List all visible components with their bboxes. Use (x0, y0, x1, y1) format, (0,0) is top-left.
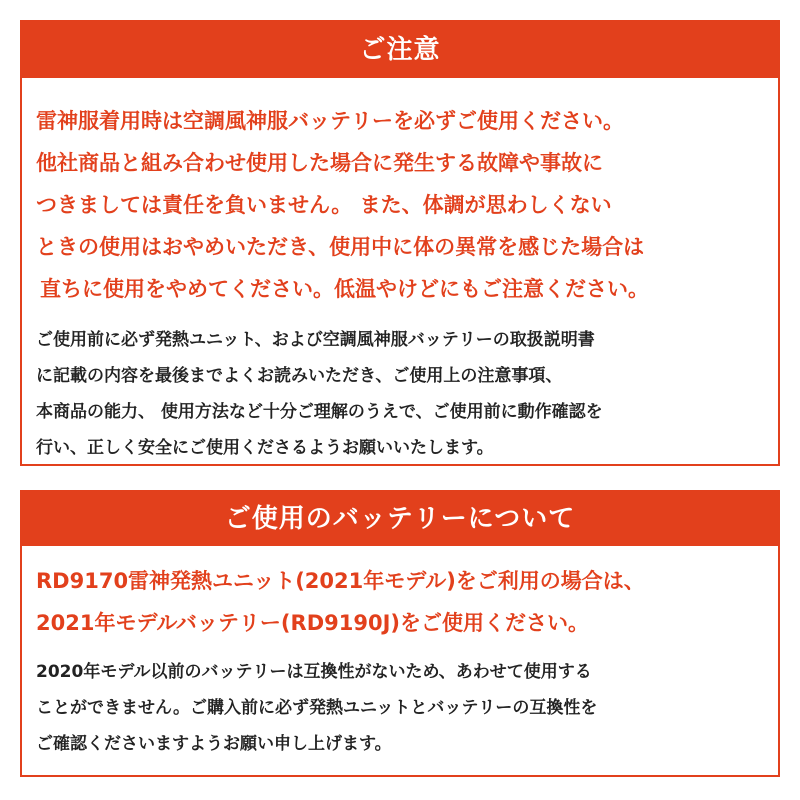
caution-body-line: に記載の内容を最後までよくお読みいただき、ご使用上の注意事項、 (36, 366, 563, 386)
caution-header: ご注意 (22, 22, 778, 78)
battery-panel (20, 490, 780, 777)
battery-body-line: ご確認くださいますようお願い申し上げます。 (36, 734, 392, 754)
caution-body-line: 行い、正しく安全にご使用くださるようお願いいたします。 (36, 438, 494, 458)
caution-warning-line: ときの使用はおやめいただき、使用中に体の異常を感じた場合は (36, 235, 645, 259)
caution-warning (22, 78, 778, 310)
battery-header: ご使用のバッテリーについて (22, 492, 778, 546)
battery-body-line: ことができません。ご購入前に必ず発熱ユニットとバッテリーの互換性を (36, 698, 598, 718)
caution-body-line: ご使用前に必ず発熱ユニット、および空調風神服バッテリーの取扱説明書 (36, 330, 595, 350)
battery-body-line: 2020年モデル以前のバッテリーは互換性がないため、あわせて使用する (36, 662, 592, 682)
battery-warning (22, 546, 778, 644)
caution-body (22, 310, 778, 466)
caution-warning-line: 雷神服着用時は空調風神服バッテリーを必ずご使用ください。 (36, 109, 624, 133)
caution-body-line: 本商品の能力、 使用方法など十分ご理解のうえで、ご使用前に動作確認を (36, 402, 603, 422)
caution-warning-line: 他社商品と組み合わせ使用した場合に発生する故障や事故に (36, 151, 603, 175)
battery-warning-line: 2021年モデルバッテリー(RD9190J)をご使用ください。 (36, 611, 589, 635)
battery-warning-line: RD9170雷神発熱ユニット(2021年モデル)をご利用の場合は、 (36, 569, 645, 593)
caution-warning-line: 直ちに使用をやめてください。低温やけどにもご注意ください。 (40, 277, 649, 301)
battery-body (22, 644, 778, 762)
caution-warning-line: つきましては責任を負いません。 また、体調が思わしくない (36, 193, 612, 217)
caution-panel (20, 20, 780, 466)
